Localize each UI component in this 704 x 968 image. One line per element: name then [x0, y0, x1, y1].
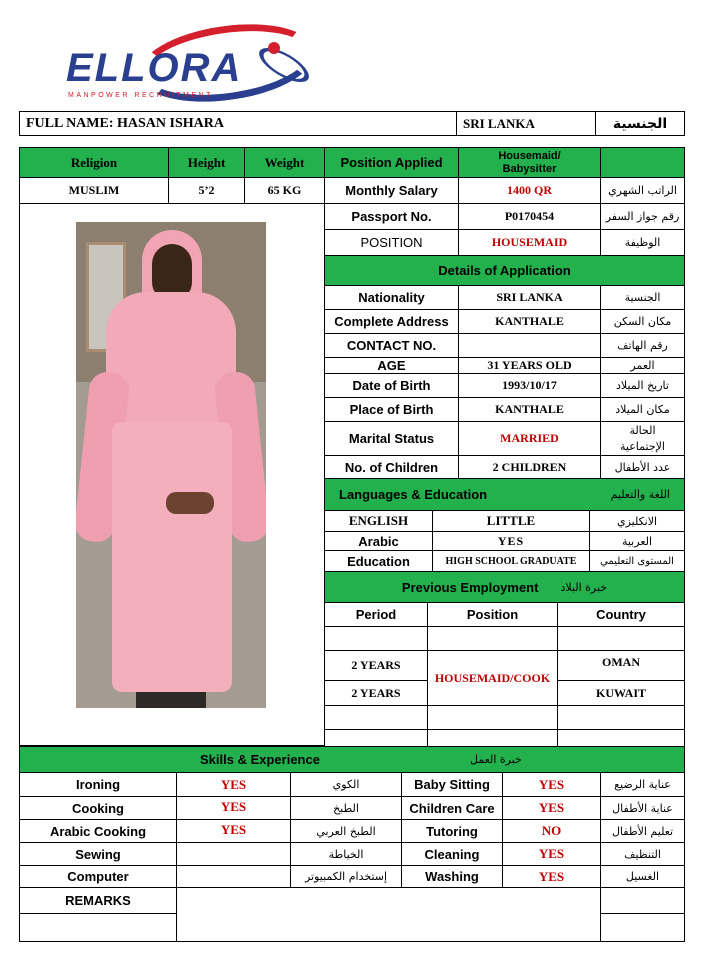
salary-ar: الراتب الشهري	[600, 177, 685, 204]
employment-blank-b3	[557, 729, 685, 747]
education-label: Education	[324, 550, 433, 572]
skill-babysitting-value: YES	[502, 772, 601, 797]
skills-title-bar	[19, 746, 685, 773]
full-name: FULL NAME: HASAN ISHARA	[19, 111, 457, 136]
remarks-content	[176, 887, 601, 942]
skill-washing-value: YES	[502, 865, 601, 888]
skill-ironing-value: YES	[176, 772, 291, 797]
header-nationality-ar: الجنسية	[595, 111, 685, 136]
marital-ar: الحالة الإجتماعية	[600, 421, 685, 456]
marital-value: MARRIED	[458, 421, 601, 456]
employment-header-period: Period	[324, 602, 428, 627]
age-ar: العمر	[600, 357, 685, 374]
children-ar: عدد الأطفال	[600, 455, 685, 479]
contact-label: CONTACT NO.	[324, 333, 459, 358]
dob-ar: تاريخ الميلاد	[600, 373, 685, 398]
address-label: Complete Address	[324, 309, 459, 334]
skill-childrencare-ar: عناية الأطفال	[600, 796, 685, 820]
passport-label: Passport No.	[324, 203, 459, 230]
age-value: 31 YEARS OLD	[458, 357, 601, 374]
employment-country-1: OMAN	[557, 650, 685, 681]
passport-value: P0170454	[458, 203, 601, 230]
employment-position: HOUSEMAID/COOK	[427, 650, 558, 706]
application-title: Details of Application	[324, 255, 685, 286]
nationality-value: SRI LANKA	[458, 285, 601, 310]
languages-title-bar	[324, 478, 685, 511]
english-value: LITTLE	[432, 510, 590, 532]
skill-arabiccooking-label: Arabic Cooking	[19, 819, 177, 843]
nationality-label: Nationality	[324, 285, 459, 310]
position-value: HOUSEMAID	[458, 229, 601, 256]
remarks-label-lower	[19, 913, 177, 942]
skill-washing-label: Washing	[401, 865, 503, 888]
skill-computer-value	[176, 865, 291, 888]
skill-ironing-ar: الكوي	[290, 772, 402, 797]
religion-value: MUSLIM	[19, 177, 169, 204]
contact-value	[458, 333, 601, 358]
pob-label: Place of Birth	[324, 397, 459, 422]
logo-wordmark: ELLORA	[66, 46, 243, 90]
header-nationality: SRI LANKA	[456, 111, 596, 136]
skill-sewing-value	[176, 842, 291, 866]
skills-title-ar: خبرة العمل	[470, 753, 522, 766]
education-value: HIGH SCHOOL GRADUATE	[432, 550, 590, 572]
address-value: KANTHALE	[458, 309, 601, 334]
employment-title-bar	[324, 571, 685, 603]
remarks-ar-upper	[600, 887, 685, 914]
company-logo	[60, 22, 320, 108]
skill-childrencare-value: YES	[502, 796, 601, 820]
contact-ar: رقم الهاتف	[600, 333, 685, 358]
logo-tagline: MANPOWER RECRUITMENT	[68, 92, 213, 99]
position-label: POSITION	[324, 229, 459, 256]
height-label: Height	[168, 147, 245, 178]
skill-arabiccooking-value: YES	[176, 819, 291, 843]
address-ar: مكان السكن	[600, 309, 685, 334]
weight-label: Weight	[244, 147, 325, 178]
skill-cleaning-ar: التنظيف	[600, 842, 685, 866]
employment-blank-a1	[324, 705, 428, 730]
position-applied-value: Housemaid/ Babysitter	[458, 147, 601, 178]
passport-ar: رقم جواز السفر	[600, 203, 685, 230]
employment-blank-a2	[427, 705, 558, 730]
arabic-value: YES	[432, 531, 590, 551]
skill-computer-label: Computer	[19, 865, 177, 888]
employment-empty-period	[324, 626, 428, 651]
arabic-label: Arabic	[324, 531, 433, 551]
skill-babysitting-ar: عناية الرضيع	[600, 772, 685, 797]
skill-tutoring-ar: تعليم الأطفال	[600, 819, 685, 843]
languages-title: Languages & Education	[339, 487, 488, 502]
skill-babysitting-label: Baby Sitting	[401, 772, 503, 797]
weight-value: 65 KG	[244, 177, 325, 204]
skill-cooking-value: YES	[176, 796, 291, 820]
height-value: 5’2	[168, 177, 245, 204]
employment-period-1: 2 YEARS	[324, 650, 428, 681]
skills-title: Skills & Experience	[200, 752, 320, 767]
employment-blank-b1	[324, 729, 428, 747]
salary-value: 1400 QR	[458, 177, 601, 204]
nationality-ar: الجنسية	[600, 285, 685, 310]
children-value: 2 CHILDREN	[458, 455, 601, 479]
english-ar: الانكليزي	[589, 510, 685, 532]
remarks-ar-lower	[600, 913, 685, 942]
employment-blank-a3	[557, 705, 685, 730]
position-applied-label: Position Applied	[324, 147, 459, 178]
position-ar: الوظيفة	[600, 229, 685, 256]
arabic-ar: العربية	[589, 531, 685, 551]
children-label: No. of Children	[324, 455, 459, 479]
dob-label: Date of Birth	[324, 373, 459, 398]
skill-washing-ar: الغسيل	[600, 865, 685, 888]
english-label: ENGLISH	[324, 510, 433, 532]
position-applied-ar	[600, 147, 685, 178]
skill-tutoring-value: NO	[502, 819, 601, 843]
skill-sewing-label: Sewing	[19, 842, 177, 866]
employment-header-position: Position	[427, 602, 558, 627]
dob-value: 1993/10/17	[458, 373, 601, 398]
employment-title: Previous Employment	[401, 579, 539, 595]
marital-label: Marital Status	[324, 421, 459, 456]
remarks-label: REMARKS	[19, 887, 177, 914]
logo-dot	[268, 42, 280, 54]
employment-empty-country	[557, 626, 685, 651]
age-label: AGE	[324, 357, 459, 374]
skill-tutoring-label: Tutoring	[401, 819, 503, 843]
skill-sewing-ar: الخياطة	[290, 842, 402, 866]
religion-label: Religion	[19, 147, 169, 178]
skill-arabiccooking-ar: الطبخ العربي	[290, 819, 402, 843]
skill-computer-ar: إستخدام الكمبيوتر	[290, 865, 402, 888]
skill-cooking-label: Cooking	[19, 796, 177, 820]
languages-title-ar: اللغة والتعليم	[610, 488, 670, 501]
skill-cleaning-value: YES	[502, 842, 601, 866]
employment-country-2: KUWAIT	[557, 680, 685, 706]
salary-label: Monthly Salary	[324, 177, 459, 204]
employment-title-ar: خبرة البلاد	[560, 580, 608, 594]
skill-childrencare-label: Children Care	[401, 796, 503, 820]
pob-ar: مكان الميلاد	[600, 397, 685, 422]
pob-value: KANTHALE	[458, 397, 601, 422]
employment-header-country: Country	[557, 602, 685, 627]
skill-ironing-label: Ironing	[19, 772, 177, 797]
employment-empty-position	[427, 626, 558, 651]
candidate-photo	[76, 222, 266, 708]
employment-blank-b2	[427, 729, 558, 747]
skill-cleaning-label: Cleaning	[401, 842, 503, 866]
skill-cooking-ar: الطبخ	[290, 796, 402, 820]
education-ar: المستوى التعليمي	[589, 550, 685, 572]
employment-period-2: 2 YEARS	[324, 680, 428, 706]
